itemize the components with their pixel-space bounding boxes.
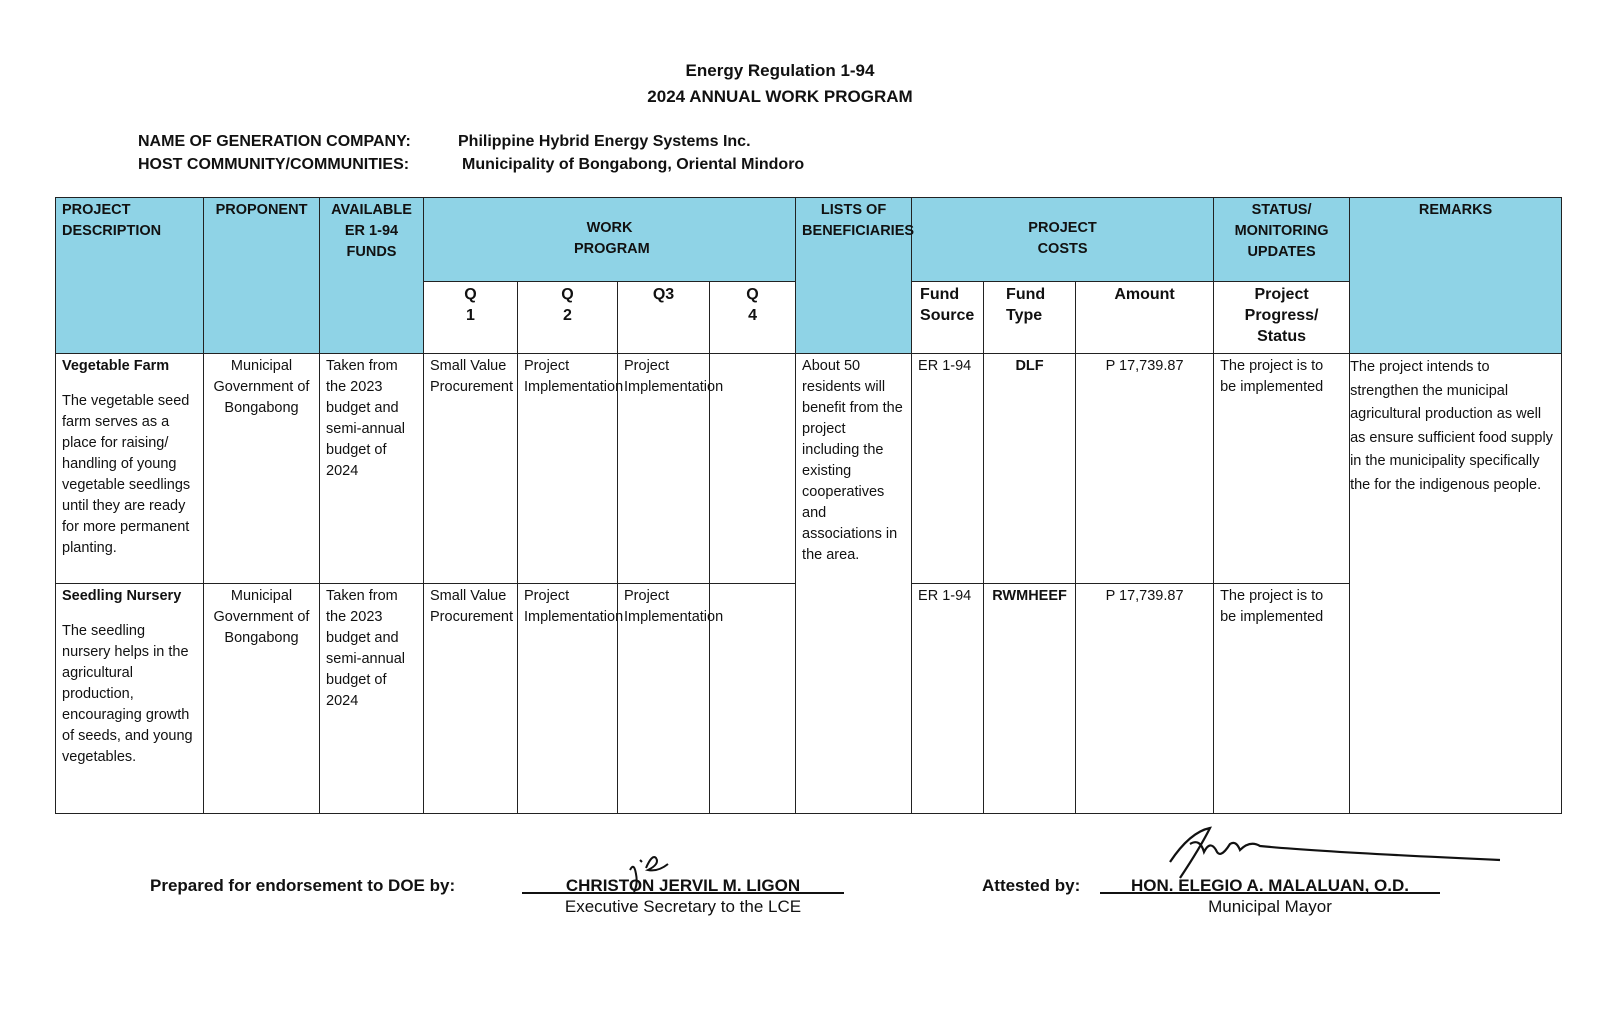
project-description-cell: [56, 584, 204, 814]
q3-cell: Project Implementation: [618, 354, 710, 584]
proponent-cell: Municipal Government of Bongabong: [204, 354, 320, 584]
funds-cell: Taken from the 2023 budget and semi-annual budget of 2024: [320, 584, 424, 814]
header-beneficiaries: LISTS OF BENEFICIARIES: [796, 198, 912, 354]
q2-cell: Project Implementation: [518, 584, 618, 814]
company-info: [138, 130, 804, 176]
q1-cell: Small Value Procurement: [424, 584, 518, 814]
header-q1: Q 1: [424, 282, 518, 354]
amount-cell: P 17,739.87: [1076, 354, 1214, 584]
project-description: The vegetable seed farm serves as a place for raising/ handling of young vegetable seedlings until they are ready for more permanent planting.: [62, 393, 191, 556]
signature-footer: [0, 870, 1600, 940]
program-title: 2024 ANNUAL WORK PROGRAM: [647, 87, 913, 106]
attested-name: HON. ELEGIO A. MALALUAN, O.D.: [1131, 876, 1409, 895]
q2-cell: Project Implementation: [518, 354, 618, 584]
header-q2: Q 2: [518, 282, 618, 354]
prepared-role: Executive Secretary to the LCE: [564, 897, 802, 916]
host-value: Municipality of Bongabong, Oriental Mindoro: [462, 156, 805, 173]
company-label: NAME OF GENERATION COMPANY:: [138, 133, 411, 150]
header-proponent: PROPONENT: [204, 198, 320, 354]
host-label: HOST COMMUNITY/COMMUNITIES:: [138, 156, 410, 173]
header-status: STATUS/ MONITORING UPDATES: [1214, 198, 1350, 282]
header-project-description: PROJECT DESCRIPTION: [56, 198, 204, 354]
fund-type-cell: DLF: [984, 354, 1076, 584]
prepared-label: Prepared for endorsement to DOE by:: [150, 876, 456, 895]
header-available-funds: AVAILABLE ER 1-94 FUNDS: [320, 198, 424, 354]
attested-role: Municipal Mayor: [1208, 897, 1332, 916]
beneficiaries-cell: About 50 residents will benefit from the project including the existing cooperatives and associations in the area.: [796, 354, 912, 814]
remarks-cell: The project intends to strengthen the municipal agricultural production as well as ensure sufficient food supply in the municipality specifically the for the indigenous people.: [1350, 354, 1562, 814]
header-q4: Q 4: [710, 282, 796, 354]
proponent-cell: Municipal Government of Bongabong: [204, 584, 320, 814]
header-fund-type: Fund Type: [984, 282, 1076, 354]
document-title-block: [0, 58, 1560, 110]
header-fund-source: Fund Source: [912, 282, 984, 354]
q3-cell: Project Implementation: [618, 584, 710, 814]
header-progress: Project Progress/ Status: [1214, 282, 1350, 354]
status-cell: The project is to be implemented: [1214, 354, 1350, 584]
header-project-costs: PROJECT COSTS: [912, 198, 1214, 282]
project-description: The seedling nursery helps in the agricultural production, encouraging growth of seeds, and young vegetables.: [62, 623, 193, 765]
q1-cell: Small Value Procurement: [424, 354, 518, 584]
header-q3: Q3: [618, 282, 710, 354]
project-description-cell: [56, 354, 204, 584]
company-value: Philippine Hybrid Energy Systems Inc.: [458, 133, 751, 150]
table-row: [56, 354, 1562, 584]
project-title: Vegetable Farm: [62, 358, 170, 374]
prepared-name: CHRISTON JERVIL M. LIGON: [565, 876, 801, 895]
funds-cell: Taken from the 2023 budget and semi-annual budget of 2024: [320, 354, 424, 584]
header-remarks: REMARKS: [1350, 198, 1562, 354]
attested-label: Attested by:: [982, 876, 1081, 895]
fund-source-cell: ER 1-94: [912, 584, 984, 814]
amount-cell: P 17,739.87: [1076, 584, 1214, 814]
work-program-table: [55, 197, 1562, 814]
header-work-program: WORK PROGRAM: [424, 198, 796, 282]
status-cell: The project is to be implemented: [1214, 584, 1350, 814]
fund-source-cell: ER 1-94: [912, 354, 984, 584]
project-title: Seedling Nursery: [62, 588, 182, 604]
fund-type-cell: RWMHEEF: [984, 584, 1076, 814]
regulation-title: Energy Regulation 1-94: [685, 61, 875, 80]
header-amount: Amount: [1076, 282, 1214, 354]
